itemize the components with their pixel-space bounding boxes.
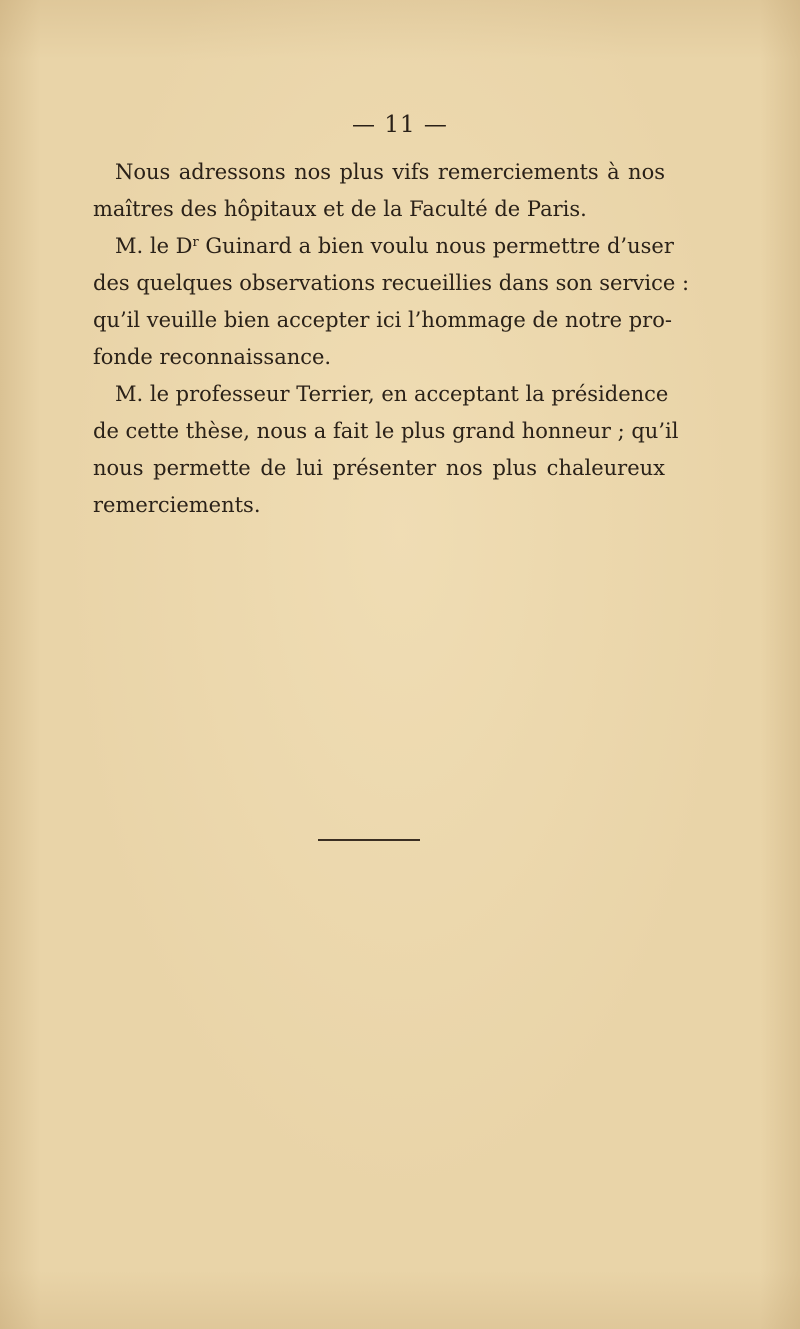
text-line: nous permette de lui présenter nos plus chaleureux (93, 456, 665, 480)
paragraph-acknowledgement-guinard (93, 228, 690, 376)
text-fragment: Guinard a bien voulu nous permettre d’user (198, 234, 674, 258)
text-line (93, 228, 674, 265)
body-text (93, 154, 690, 524)
text-fragment: M. le D (115, 234, 193, 258)
text-line: remerciements. (93, 493, 261, 517)
divider-rule (318, 839, 420, 841)
text-line: qu’il veuille bien accepter ici l’hommage de notre pro- (93, 308, 672, 332)
text-line: de cette thèse, nous a fait le plus grand honneur ; qu’il (93, 419, 679, 443)
superscript: r (192, 235, 199, 250)
page-number: — 11 — (352, 112, 448, 138)
text-line: M. le professeur Terrier, en acceptant la présidence (115, 382, 669, 406)
text-line: des quelques observations recueillies dans son service : (93, 271, 690, 295)
text-line: maîtres des hôpitaux et de la Faculté de Paris. (93, 197, 587, 221)
text-line: Nous adressons nos plus vifs remerciements à nos (115, 160, 665, 184)
text-line: fonde reconnaissance. (93, 345, 332, 369)
paragraph-acknowledgement-terrier (93, 376, 679, 524)
paragraph-acknowledgement-hospitals (93, 154, 665, 228)
